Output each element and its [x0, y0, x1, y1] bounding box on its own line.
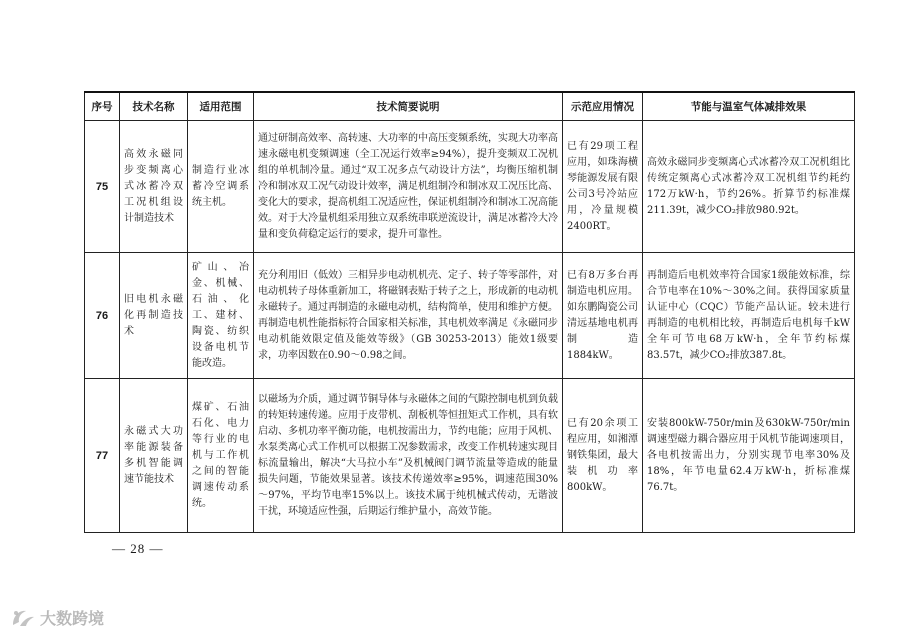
- technology-table: [84, 91, 855, 533]
- table-header-row: [85, 92, 855, 121]
- scope-cell: 煤矿、石油石化、电力等行业的电机与工作机之间的智能调速传动系统。: [188, 379, 254, 533]
- effect-cell: 安装800kW-750r/min及630kW-750r/min调速型磁力耦合器应用于风机节能调速项目，各电机按需出力，分别实现节电率30%及18%，年节电量62.4万kW·h，折标准煤76.7t。: [643, 379, 855, 533]
- tech-name-cell: 高效永磁同步变频离心式冰蓄冷双工况机组设计制造技术: [120, 121, 188, 253]
- watermark: [10, 606, 104, 629]
- description-cell: 充分利用旧（低效）三相异步电动机机壳、定子、转子等零部件，对电动机转子母体重新加工，将磁钢表贴于转子之上，形成新的电动机永磁转子。通过再制造的永磁电动机，结构简单，使用和维护方便。再制造电机性能指标符合国家相关标准，其电机效率满足《永磁同步电动机能效限定值及能效等级》（GB 30253-2013）能效1级要求，功率因数在0.90～0.98之间。: [254, 253, 563, 379]
- scope-cell: 矿山、冶金、机械、石油、化工、建材、陶瓷、纺织设备电机节能改造。: [188, 253, 254, 379]
- watermark-logo-icon: [10, 607, 36, 629]
- header-demo: 示范应用情况: [563, 92, 643, 121]
- watermark-text: 大数跨境: [40, 609, 105, 628]
- tech-name-cell: 旧电机永磁化再制造技术: [120, 253, 188, 379]
- header-tech-name: 技术名称: [120, 92, 188, 121]
- effect-cell: 再制造后电机效率符合国家1级能效标准，综合节电率在10%～30%之间。获得国家质量认证中心（CQC）节能产品认证。较未进行再制造的电机相比较，再制造后电机每千kW全年可节电68万kW·h，全年节约标煤83.57t，减少CO₂排放387.8t。: [643, 253, 855, 379]
- description-cell: 以磁场为介质，通过调节铜导体与永磁体之间的气隙控制电机到负载的转矩转速传递。应用于皮带机、刮板机等恒扭矩式工作机，具有软启动、多机功率平衡功能，电机按需出力，节约电能；应用于风机、水泵类离心式工作机可以根据工况参数需求，改变工作机转速实现目标流量输出，解决“大马拉小车”及机械阀门调节流量等造成的能量损失问题，节能效果显著。该技术传递效率≥95%，调速范围30%～97%，平均节电率15%以上。该技术属于纯机械式传动，无谐波干扰，环境适应性强，后期运行维护量小，高效节能。: [254, 379, 563, 533]
- table-row: [85, 121, 855, 253]
- demo-cell: 已有8万多台再制造电机应用。如东鹏陶瓷公司清远基地电机再制造1884kW。: [563, 253, 643, 379]
- table-row: [85, 253, 855, 379]
- tech-name-cell: 永磁式大功率能源装备多机智能调速节能技术: [120, 379, 188, 533]
- row-number: 75: [85, 121, 120, 253]
- header-scope: 适用范围: [188, 92, 254, 121]
- scope-cell: 制造行业冰蓄冷空调系统主机。: [188, 121, 254, 253]
- page-number: — 28 —: [112, 541, 164, 556]
- demo-cell: 已有29项工程应用，如珠海横琴能源发展有限公司3号冷站应用，冷量规模2400RT。: [563, 121, 643, 253]
- description-cell: 通过研制高效率、高转速、大功率的中高压变频系统，实现大功率高速永磁电机变频调速（全工况运行效率≥94%），提升变频双工况机组的单机制冷量。通过“双工况多点气动设计方法”，均衡压缩机制冷和制冰双工况气动设计效率，满足机组制冷和制冰双工况压比高、变化大的要求，提高机组工况适应性，保证机组制冷和制冰工况高能效。对于大冷量机组采用独立双系统串联逆流设计，满足冰蓄冷大冷量和变负荷稳定运行的要求，提升可靠性。: [254, 121, 563, 253]
- table-row: [85, 379, 855, 533]
- demo-cell: 已有20余项工程应用，如湘潭钢铁集团，最大装机功率800kW。: [563, 379, 643, 533]
- row-number: 77: [85, 379, 120, 533]
- row-number: 76: [85, 253, 120, 379]
- effect-cell: 高效永磁同步变频离心式冰蓄冷双工况机组比传统定频离心式冰蓄冷双工况机组节约耗约172万kW·h，节约26%。折算节约标准煤211.39t，减少CO₂排放980.92t。: [643, 121, 855, 253]
- header-serial: 序号: [85, 92, 120, 121]
- header-description: 技术简要说明: [254, 92, 563, 121]
- header-effect: 节能与温室气体减排效果: [643, 92, 855, 121]
